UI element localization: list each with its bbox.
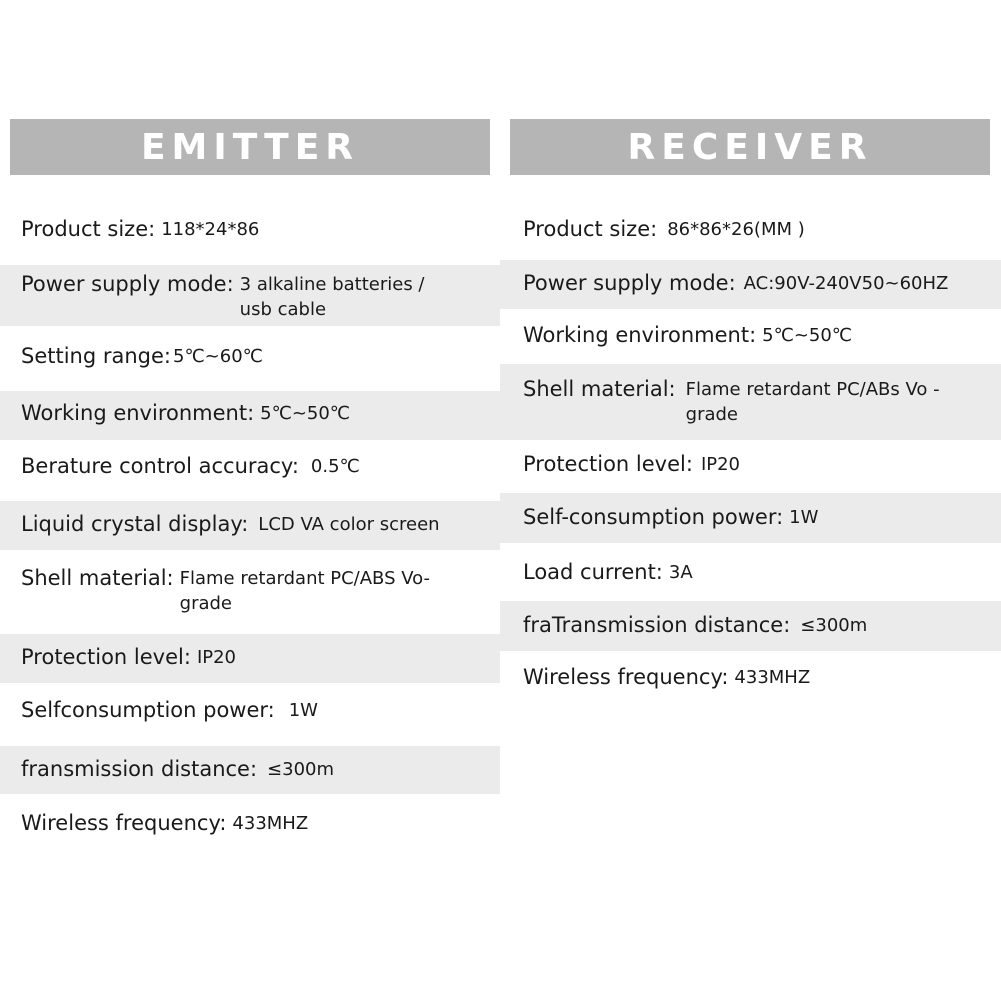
emitter-spec-row: [0, 265, 500, 326]
spec-label: Protection level:: [523, 452, 693, 476]
receiver-spec-row: [500, 451, 1001, 493]
spec-value: 5℃~50℃: [260, 403, 351, 424]
spec-value: IP20: [196, 647, 237, 668]
spec-label: Shell material:: [21, 566, 174, 590]
receiver-spec-row: [500, 216, 1001, 260]
spec-label: Wireless frequency:: [523, 665, 729, 689]
emitter-spec-row: [0, 216, 500, 262]
emitter-spec-row: [0, 634, 500, 683]
spec-value: 118*24*86: [161, 219, 260, 240]
spec-value: 3A: [668, 562, 693, 583]
receiver-spec-row: [500, 322, 1001, 364]
spec-label: Power supply mode:: [21, 272, 234, 296]
spec-label: fransmission distance:: [21, 757, 258, 781]
spec-label: Load current:: [523, 560, 663, 584]
receiver-spec-row: [500, 664, 1001, 706]
spec-value: 5℃~60℃: [173, 346, 263, 367]
spec-label: Self-consumption power:: [523, 505, 784, 529]
spec-value: 1W: [288, 700, 318, 721]
emitter-spec-row: [0, 501, 500, 550]
spec-label: Working environment:: [523, 323, 757, 347]
spec-label: Product size:: [523, 217, 658, 241]
spec-label: Protection level:: [21, 645, 191, 669]
receiver-spec-row: [500, 364, 1001, 440]
emitter-spec-row: [0, 343, 500, 389]
spec-label: Berature control accuracy:: [21, 454, 299, 478]
spec-label: Working environment:: [21, 401, 255, 425]
receiver-spec-row: [500, 601, 1001, 651]
spec-label: Setting range:: [21, 344, 172, 368]
spec-label: Product size:: [21, 217, 156, 241]
spec-value: 86*86*26(MM ): [667, 219, 805, 240]
receiver-header: [510, 119, 990, 175]
spec-value: 5℃~50℃: [762, 325, 853, 346]
receiver-title: RECEIVER: [627, 126, 873, 168]
spec-value: Flame retardant PC/ABs Vo -grade: [685, 379, 940, 425]
spec-label: Power supply mode:: [523, 271, 736, 295]
spec-value: AC:90V-240V50~60HZ: [743, 273, 949, 294]
spec-value: 433MHZ: [734, 667, 811, 688]
spec-value: Flame retardant PC/ABS Vo-grade: [179, 568, 430, 614]
emitter-spec-row: [0, 565, 500, 631]
spec-label: Selfconsumption power:: [21, 698, 275, 722]
receiver-spec-row: [500, 260, 1001, 309]
emitter-title: EMITTER: [140, 126, 360, 168]
spec-value: 3 alkaline batteries / usb cable: [239, 274, 425, 320]
spec-value: ≤300m: [800, 615, 868, 636]
spec-label: Liquid crystal display:: [21, 512, 249, 536]
emitter-spec-row: [0, 746, 500, 794]
emitter-spec-row: [0, 697, 500, 743]
spec-value: 0.5℃: [310, 456, 360, 477]
spec-value: 433MHZ: [232, 813, 309, 834]
emitter-spec-row: [0, 810, 500, 856]
emitter-spec-row: [0, 391, 500, 440]
emitter-spec-row: [0, 453, 500, 499]
receiver-spec-row: [500, 559, 1001, 601]
spec-value: 1W: [789, 507, 819, 528]
spec-label: Wireless frequency:: [21, 811, 227, 835]
spec-value: IP20: [700, 454, 741, 475]
receiver-spec-row: [500, 493, 1001, 543]
spec-label: fraTransmission distance:: [523, 613, 791, 637]
spec-label: Shell material:: [523, 377, 676, 401]
spec-value: ≤300m: [267, 759, 335, 780]
spec-value: LCD VA color screen: [258, 514, 440, 535]
emitter-header: [10, 119, 490, 175]
